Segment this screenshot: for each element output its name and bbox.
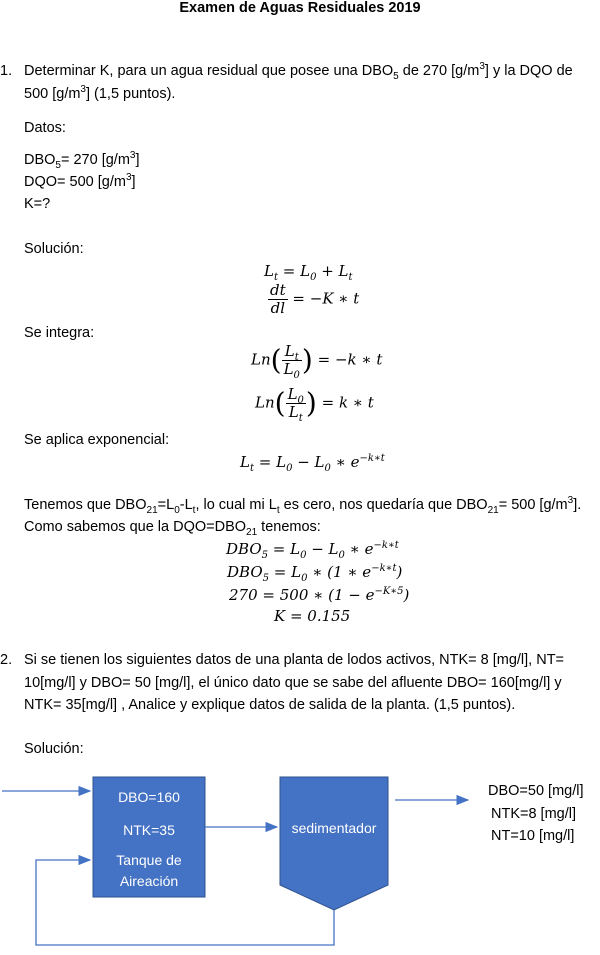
tank-dbo: DBO=160: [118, 789, 180, 805]
como-line: Como sabemos que la $DQO=DBO_{21}$ tenemos:: [24, 519, 321, 538]
equation-result-k: K = 0.155: [274, 607, 351, 625]
q1-line-2: 500 $[g/m^3]$ (1,5 puntos).: [24, 84, 176, 102]
solucion-label-2: Solución:: [24, 741, 84, 757]
tenemos-line: Tenemos que $DBO_{21}=L_0-L_t$, lo cual mi $L_t$ es cero, nos quedaría que $DBO_{21}= 500$ $[g/m^3]$.: [24, 495, 582, 516]
solucion-label-1: Solución:: [24, 241, 84, 257]
out-dbo: DBO=50 [mg/l]: [488, 783, 584, 799]
equation-ln-1: Ln( $\frac{L_t}{L_0}$ ) = −k ∗ t: [251, 342, 383, 381]
tank-ntk: NTK=35: [123, 822, 175, 838]
q1-number: 1.: [0, 63, 13, 79]
equation-dbo5-2: $DBO_5 = L_0$ ∗ (1 ∗ $e^{-k∗t}$): [227, 563, 403, 584]
equation-ln-2: Ln( $\frac{L_0}{L_t}$ ) = k ∗ t: [255, 385, 374, 424]
q1-line-1: Determinar K, para un agua residual que posee una $DBO_5$ de 270 $[g/m^3]$ y la DQO de: [24, 61, 573, 82]
q2-number: 2.: [0, 652, 13, 668]
out-ntk: NTK=8 [mg/l]: [491, 806, 577, 822]
q2-line-3: NTK= 35[mg/l] , Analice y explique datos de salida de la planta. (1,5 puntos).: [24, 697, 516, 713]
q2-line-1: Si se tienen los siguientes datos de una planta de lodos activos, NTK= 8 [mg/l], NT=: [24, 652, 565, 668]
tank-name-2: Aireación: [119, 873, 179, 889]
dato-k: K=?: [24, 196, 51, 212]
out-nt: NT=10 [mg/l]: [491, 828, 575, 844]
page-title: Examen de Aguas Residuales 2019: [179, 0, 421, 16]
equation-270: 270 = 500 ∗ $(1 - e^{-K∗5})$: [229, 586, 410, 604]
sedimentador-shape: [280, 777, 388, 910]
dato-dqo: DQO= 500 $[g/m^3]$: [24, 172, 136, 190]
tank-name-1: Tanque de: [116, 852, 182, 868]
q2-line-2: 10[mg/l] y DBO= 50 [mg/l], el único dato que se sabe del afluente DBO= 160[mg/l] y: [24, 675, 562, 691]
datos-label: Datos:: [24, 120, 66, 136]
sedimentador-label: sedimentador: [291, 820, 377, 836]
dato-dbo5: $DBO_5= 270$ $[g/m^3]$: [24, 150, 140, 171]
equation-lt: $L_t = L_0 + L_t$: [264, 262, 353, 283]
integra-label: Se integra:: [24, 325, 95, 341]
equation-dt-dl: $\frac{dt}{dl}$ = −K ∗ t: [270, 281, 360, 317]
exponencial-label: Se aplica exponencial:: [24, 432, 170, 448]
equation-exp: $L_t = L_0 - L_0$ ∗ $e^{-k∗t}$: [240, 453, 385, 474]
equation-dbo5-1: $DBO_5 = L_0 - L_0$ ∗ $e^{-k∗t}$: [226, 540, 399, 561]
